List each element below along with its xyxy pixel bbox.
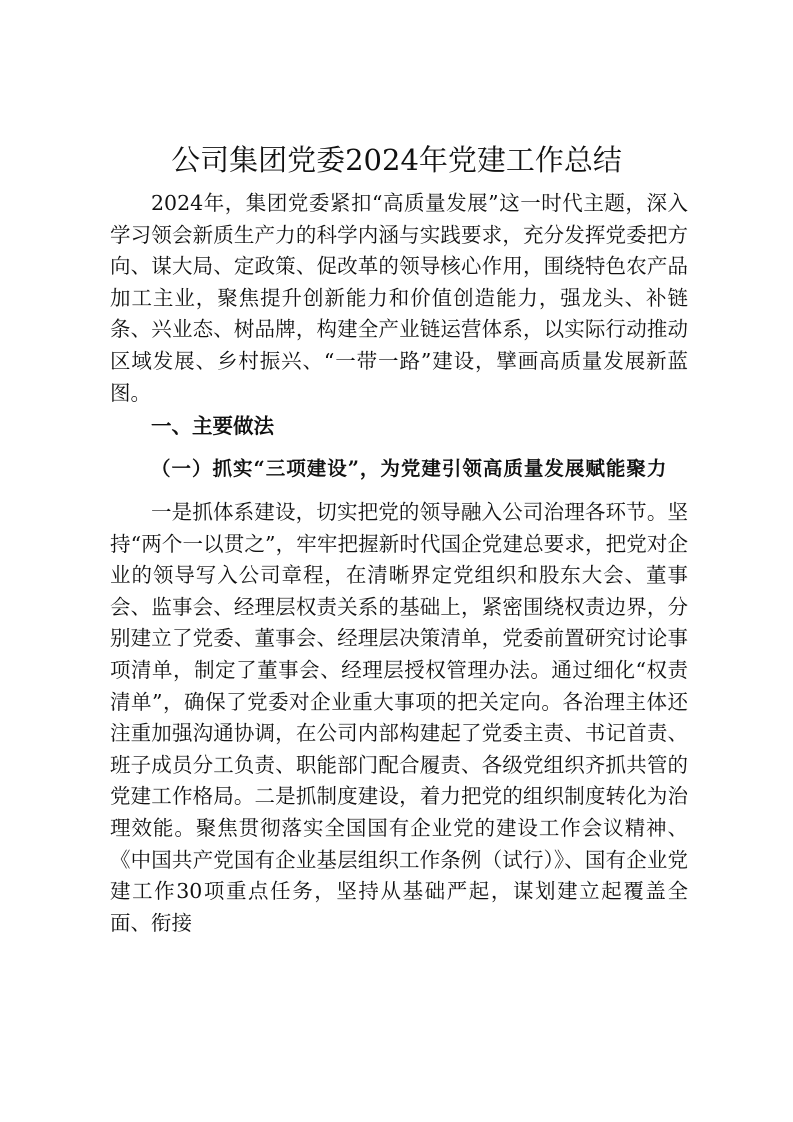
- document-title: 公司集团党委2024年党建工作总结: [171, 143, 622, 177]
- subsection-heading-three-constructions: （一）抓实“三项建设”，为党建引领高质量发展赋能聚力: [151, 457, 668, 480]
- section-heading-main-practices: 一、主要做法: [151, 414, 274, 438]
- body-paragraph-system-construction: 一是抓体系建设，切实把党的领导融入公司治理各环节。坚持“两个一以贯之”，牢牢把握新时代国企党建总要求，把党对企业的领导写入公司章程，在清晰界定党组织和股东大会、董事会、监事会、经理层权责关系的基础上，紧密围绕权责边界，分别建立了党委、董事会、经理层决策清单，党委前置研究讨论事项清单，制定了董事会、经理层授权管理办法。通过细化“权责清单”，确保了党委对企业重大事项的把关定向。各治理主体还注重加强沟通协调，在公司内部构建起了党委主责、书记首责、班子成员分工负责、职能部门配合履责、各级党组织齐抓共管的党建工作格局。二是抓制度建设，着力把党的组织制度转化为治理效能。聚焦贯彻落实全国国有企业党的建设工作会议精神、《中国共产党国有企业基层组织工作条例（试行）》、国有企业党建工作30项重点任务，坚持从基础严起，谋划建立起覆盖全面、衔接: [110, 500, 688, 935]
- intro-paragraph: 2024年，集团党委紧扣“高质量发展”这一时代主题，深入学习领会新质生产力的科学内涵与实践要求，充分发挥党委把方向、谋大局、定政策、促改革的领导核心作用，围绕特色农产品加工主业，聚焦提升创新能力和价值创造能力，强龙头、补链条、兴业态、树品牌，构建全产业链运营体系，以实际行动推动区域发展、乡村振兴、“一带一路”建设，擘画高质量发展新蓝图。: [110, 191, 688, 405]
